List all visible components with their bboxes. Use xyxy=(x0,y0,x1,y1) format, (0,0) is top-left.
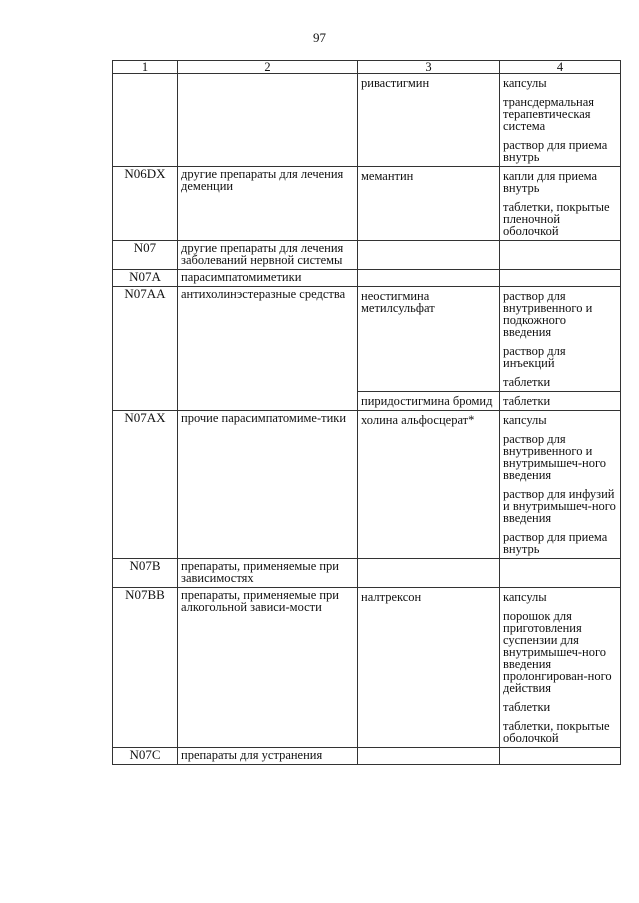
anatomical-therapeutic-group-cell: препараты, применяемые при алкогольной зависи-мости xyxy=(178,588,358,748)
drug-name-cell xyxy=(358,287,500,392)
dosage-form: капсулы xyxy=(503,413,547,427)
drug-name-cell xyxy=(358,559,500,588)
anatomical-therapeutic-group-cell: антихолинэстеразные средства xyxy=(178,287,358,411)
drug-name-cell xyxy=(358,411,500,559)
table-row xyxy=(113,559,621,588)
table-body xyxy=(113,74,621,765)
dosage-form: трансдермальная терапевтическая система xyxy=(503,95,595,133)
drug-classification-table xyxy=(112,60,621,765)
atc-code-cell: N07AA xyxy=(113,287,178,411)
atc-code-cell: N07 xyxy=(113,241,178,270)
drug-name: неостигмина метилсульфат xyxy=(361,289,435,315)
drug-name: налтрексон xyxy=(361,590,422,604)
dosage-form: капсулы xyxy=(503,590,547,604)
column-header: 3 xyxy=(358,61,500,74)
dosage-form: таблетки, покрытые пленочной оболочкой xyxy=(503,200,610,238)
anatomical-therapeutic-group-cell: прочие парасимпатомиме-тики xyxy=(178,411,358,559)
table-row xyxy=(113,241,621,270)
drug-name: холина альфосцерат* xyxy=(361,413,475,427)
dosage-forms-cell xyxy=(500,270,621,287)
header-row xyxy=(113,61,621,74)
table-row xyxy=(113,287,621,392)
drug-name-cell xyxy=(358,241,500,270)
dosage-form: раствор для внутривенного и внутримышеч-ного введения xyxy=(503,432,607,482)
column-header: 1 xyxy=(113,61,178,74)
dosage-forms-cell xyxy=(500,74,621,167)
atc-code-cell: N07B xyxy=(113,559,178,588)
table-row xyxy=(113,270,621,287)
drug-name-cell xyxy=(358,392,500,411)
dosage-forms-cell xyxy=(500,559,621,588)
dosage-forms-cell xyxy=(500,411,621,559)
drug-name-cell xyxy=(358,167,500,241)
drug-name: ривастигмин xyxy=(361,76,430,90)
dosage-form: раствор для инъекций xyxy=(503,344,566,370)
table-row xyxy=(113,74,621,167)
dosage-form: раствор для инфузий и внутримышеч-ного введения xyxy=(503,487,616,525)
dosage-form: раствор для приема внутрь xyxy=(503,530,608,556)
dosage-forms-cell xyxy=(500,241,621,270)
anatomical-therapeutic-group-cell: парасимпатомиметики xyxy=(178,270,358,287)
dosage-form: раствор для приема внутрь xyxy=(503,138,608,164)
atc-code-cell: N06DX xyxy=(113,167,178,241)
dosage-form: раствор для внутривенного и подкожного введения xyxy=(503,289,593,339)
dosage-form: таблетки xyxy=(503,375,551,389)
drug-name-cell xyxy=(358,588,500,748)
dosage-form: порошок для приготовления суспензии для внутримышеч-ного введения пролонгирован-ного действия xyxy=(503,609,612,695)
drug-name-cell xyxy=(358,74,500,167)
dosage-forms-cell xyxy=(500,748,621,765)
atc-code-cell: N07BB xyxy=(113,588,178,748)
drug-name: мемантин xyxy=(361,169,414,183)
dosage-form: таблетки, покрытые оболочкой xyxy=(503,719,610,745)
table-row xyxy=(113,588,621,748)
dosage-form: капли для приема внутрь xyxy=(503,169,598,195)
anatomical-therapeutic-group-cell xyxy=(178,74,358,167)
drug-name-cell xyxy=(358,748,500,765)
table-row xyxy=(113,748,621,765)
atc-code-cell: N07A xyxy=(113,270,178,287)
anatomical-therapeutic-group-cell: препараты для устранения xyxy=(178,748,358,765)
anatomical-therapeutic-group-cell: другие препараты для лечения деменции xyxy=(178,167,358,241)
column-header: 4 xyxy=(500,61,621,74)
dosage-form: таблетки xyxy=(503,700,551,714)
dosage-form: таблетки xyxy=(503,394,551,408)
drug-name-cell xyxy=(358,270,500,287)
atc-code-cell: N07AX xyxy=(113,411,178,559)
column-header: 2 xyxy=(178,61,358,74)
anatomical-therapeutic-group-cell: другие препараты для лечения заболеваний нервной системы xyxy=(178,241,358,270)
page-number: 97 xyxy=(313,30,326,45)
drug-name: пиридостигмина бромид xyxy=(361,394,493,408)
dosage-forms-cell xyxy=(500,287,621,392)
dosage-forms-cell xyxy=(500,392,621,411)
dosage-forms-cell xyxy=(500,167,621,241)
table-row xyxy=(113,411,621,559)
dosage-forms-cell xyxy=(500,588,621,748)
table-row xyxy=(113,167,621,241)
atc-code-cell: N07C xyxy=(113,748,178,765)
anatomical-therapeutic-group-cell: препараты, применяемые при зависимостях xyxy=(178,559,358,588)
dosage-form: капсулы xyxy=(503,76,547,90)
atc-code-cell xyxy=(113,74,178,167)
